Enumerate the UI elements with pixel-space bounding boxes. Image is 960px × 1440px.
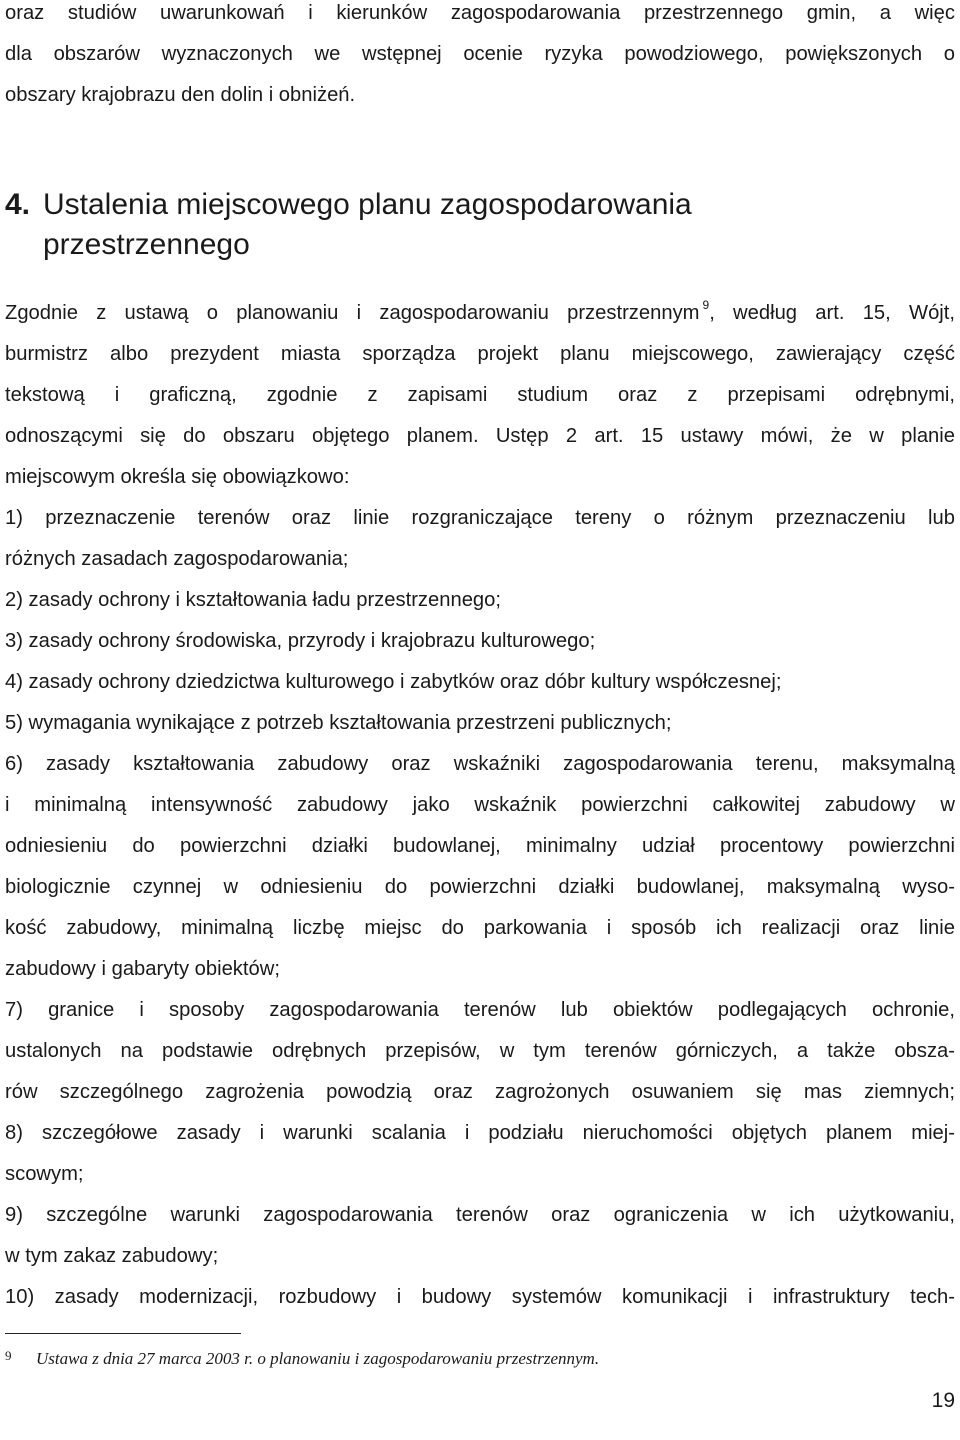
list-line: scowym;	[5, 1163, 84, 1185]
list-line: ustalonych na podstawie odrębnych przepisów, w tym terenów górniczych, a także obsza-	[5, 1040, 955, 1062]
section-title-line1: Ustalenia miejscowego planu zagospodarowania	[43, 188, 692, 221]
paragraph-text: Zgodnie z ustawą o planowaniu i zagospodarowaniu przestrzennym	[5, 302, 700, 324]
list-line: kość zabudowy, minimalną liczbę miejsc do parkowania i sposób ich realizacji oraz linie	[5, 917, 955, 939]
list-line: 10) zasady modernizacji, rozbudowy i budowy systemów komunikacji i infrastruktury tech-	[5, 1286, 955, 1308]
list-line: 2) zasady ochrony i kształtowania ładu przestrzennego;	[5, 589, 501, 611]
list-line: zabudowy i gabaryty obiektów;	[5, 958, 280, 980]
list-line: różnych zasadach zagospodarowania;	[5, 548, 349, 570]
list-line: 7) granice i sposoby zagospodarowania terenów lub obiektów podlegających ochronie,	[5, 999, 955, 1021]
paragraph-line-1	[5, 300, 955, 326]
footnote-text: Ustawa z dnia 27 marca 2003 r. o planowaniu i zagospodarowaniu przestrzennym.	[36, 1349, 600, 1368]
list-line: biologicznie czynnej w odniesieniu do powierzchni działki budowlanej, maksymalną wyso-	[5, 876, 955, 898]
list-line: i minimalną intensywność zabudowy jako wskaźnik powierzchni całkowitej zabudowy w	[5, 794, 955, 816]
list-line: w tym zakaz zabudowy;	[5, 1245, 219, 1267]
text-line: dla obszarów wyznaczonych we wstępnej ocenie ryzyka powodziowego, powiększonych o	[5, 43, 955, 65]
footnote-reference: 9	[702, 298, 710, 312]
list-line: 5) wymagania wynikające z potrzeb kształtowania przestrzeni publicznych;	[5, 712, 672, 734]
footnote-separator	[5, 1333, 241, 1334]
list-line: 1) przeznaczenie terenów oraz linie rozgraniczające tereny o różnym przeznaczeniu lub	[5, 507, 955, 529]
text-line: oraz studiów uwarunkowań i kierunków zagospodarowania przestrzennego gmin, a więc	[5, 2, 955, 24]
list-line: 3) zasady ochrony środowiska, przyrody i krajobrazu kulturowego;	[5, 630, 596, 652]
paragraph-text: , według art. 15, Wójt,	[709, 302, 955, 324]
text-line: tekstową i graficzną, zgodnie z zapisami studium oraz z przepisami odrębnymi,	[5, 384, 955, 406]
list-line: 4) zasady ochrony dziedzictwa kulturowego i zabytków oraz dóbr kultury współczesnej;	[5, 671, 782, 693]
footnote-mark: 9	[5, 1348, 12, 1363]
footnote	[5, 1345, 599, 1370]
text-line: odnoszącymi się do obszaru objętego planem. Ustęp 2 art. 15 ustawy mówi, że w planie	[5, 425, 955, 447]
list-line: 8) szczegółowe zasady i warunki scalania i podziału nieruchomości objętych planem miej-	[5, 1122, 955, 1144]
list-line: rów szczególnego zagrożenia powodzią oraz zagrożonych osuwaniem się mas ziemnych;	[5, 1081, 955, 1103]
section-title-line2: przestrzennego	[43, 228, 250, 261]
section-number: 4.	[5, 188, 31, 221]
list-line: 6) zasady kształtowania zabudowy oraz wskaźniki zagospodarowania terenu, maksymalną	[5, 753, 955, 775]
section-heading	[5, 186, 692, 224]
list-line: 9) szczególne warunki zagospodarowania terenów oraz ograniczenia w ich użytkowaniu,	[5, 1204, 955, 1226]
text-line: burmistrz albo prezydent miasta sporządza projekt planu miejscowego, zawierający część	[5, 343, 955, 365]
text-line: miejscowym określa się obowiązkowo:	[5, 466, 350, 488]
page-number: 19	[931, 1389, 955, 1412]
text-line: obszary krajobrazu den dolin i obniżeń.	[5, 84, 356, 106]
list-line: odniesieniu do powierzchni działki budowlanej, minimalny udział procentowy powierzchni	[5, 835, 955, 857]
